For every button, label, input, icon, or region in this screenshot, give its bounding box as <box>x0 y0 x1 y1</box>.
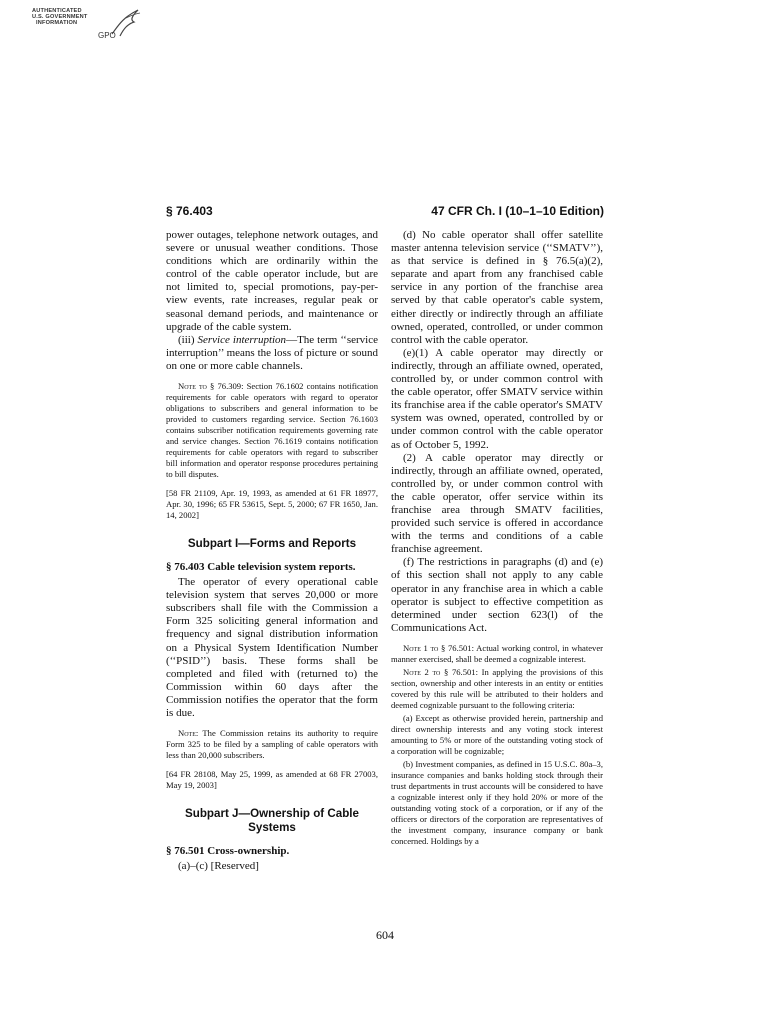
paragraph: (e)(1) A cable operator may directly or indirectly, through an affiliate owned, operated, controlled by, or under common control with the cable operator, offer SMATV service within its franchise area if the cable operator's SMATV system was owned, operated, controlled by or under common control with the cable operator as of October 5, 1992. <box>391 346 603 451</box>
section-header: § 76.403 <box>166 204 213 218</box>
paragraph: (d) No cable operator shall offer satellite master antenna television service (‘‘SMATV’’), as that service is defined in § 76.5(a)(2), separate and apart from any franchised cable service in any portion of the franchise area served by that cable operator's cable system, either directly or indirectly through an affiliate owned, operated, controlled, or under common control with the cable operator. <box>391 229 603 346</box>
right-column <box>391 229 603 847</box>
note: Note 1 to § 76.501: Actual working control, in whatever manner exercised, shall be deemed a cognizable interest. <box>391 642 603 664</box>
logo-line: U.S. GOVERNMENT <box>32 14 88 20</box>
note: Note: The Commission retains its authority to require Form 325 to be filed by a sampling of cable operators with less than 20,000 subscribers. <box>166 728 378 761</box>
paragraph: The operator of every operational cable television system that serves 20,000 or more subscribers shall file with the Commission a Form 325 soliciting general information and frequency and signal distribution information on a Physical System Identification Number (‘‘PSID’’) basis. These forms shall be completed and filed with (returned to) the Commission within 60 days after the Commission notifies the operator that the form is due. <box>166 576 378 719</box>
note-item: (a) Except as otherwise provided herein, partnership and direct ownership interests and any voting stock interest amounting to 5% or more of the outstanding voting stock of a corporation will be cognizable; <box>391 712 603 756</box>
paragraph: (f) The restrictions in paragraphs (d) and (e) of this section shall not apply to any cable operator in any franchise area in which a cable operator is subject to effective competition as determined under section 623(l) of the Communications Act. <box>391 556 603 634</box>
logo-line: AUTHENTICATED <box>32 8 82 14</box>
logo-line: INFORMATION <box>36 20 78 26</box>
paragraph: (a)–(c) [Reserved] <box>178 860 259 873</box>
paragraph: (iii) Service interruption—The term ‘‘service interruption’’ means the loss of picture or sound on one or more cable channels. <box>166 333 378 372</box>
paragraph: (2) A cable operator may directly or indirectly, through an affiliate owned, operated, controlled by, or under common control with the cable operator, offer service within its franchise area through SMATV facilities, provided such service is offered in accordance with the terms and conditions of a cable franchise agreement. <box>391 451 603 556</box>
paragraph: power outages, telephone network outages, and severe or unusual weather conditions. Those conditions which are ordinarily within the control of the cable operator include, but are not limited to, special promotions, pay-per-view events, rate increases, regular peak or seasonal demand periods, and maintenance or upgrade of the cable system. <box>166 229 378 333</box>
left-column <box>166 229 378 873</box>
page-number: 604 <box>376 928 394 942</box>
citation: [64 FR 28108, May 25, 1999, as amended at 68 FR 27003, May 19, 2003] <box>166 769 378 791</box>
note: Note 2 to § 76.501: In applying the provisions of this section, ownership and other interests in an entity or entities covered by this rule will be attributed to their holders and deemed cognizable pursuant to the following criteria: <box>391 666 603 710</box>
subpart-heading: Subpart J—Ownership of Cable Systems <box>185 807 359 835</box>
section-heading: § 76.501 Cross-ownership. <box>166 845 290 858</box>
page-title: 47 CFR Ch. I (10–1–10 Edition) <box>431 204 604 218</box>
gpo-authentication-logo <box>22 6 142 46</box>
section-heading: § 76.403 Cable television system reports. <box>166 561 356 574</box>
subpart-heading: Subpart I—Forms and Reports <box>187 537 357 551</box>
note-item: (b) Investment companies, as defined in 15 U.S.C. 80a–3, insurance companies and banks holding stock through their trust departments in trust accounts will be considered to have a cognizable interest only if they hold 20% or more of the outstanding voting stock of a corporation, or if any of the officers or directors of the corporation are representatives of the investment company, insurance company or bank concerned. Holdings by a <box>391 758 603 846</box>
citation: [58 FR 21109, Apr. 19, 1993, as amended at 61 FR 18977, Apr. 30, 1996; 65 FR 53615, Sept. 5, 2000; 67 FR 1650, Jan. 14, 2002] <box>166 488 378 521</box>
note: Note to § 76.309: Section 76.1602 contains notification requirements for cable operators with regard to operator obligations to subscribers and general information to be provided to customers regarding service. Section 76.1603 contains subscriber notification requirements governing rate and service changes. Section 76.1619 contains notification requirements for cable operators with regard to subscriber bill information and operator response procedures pertaining to bill disputes. <box>166 381 378 480</box>
logo-gpo: GPO <box>98 31 116 40</box>
